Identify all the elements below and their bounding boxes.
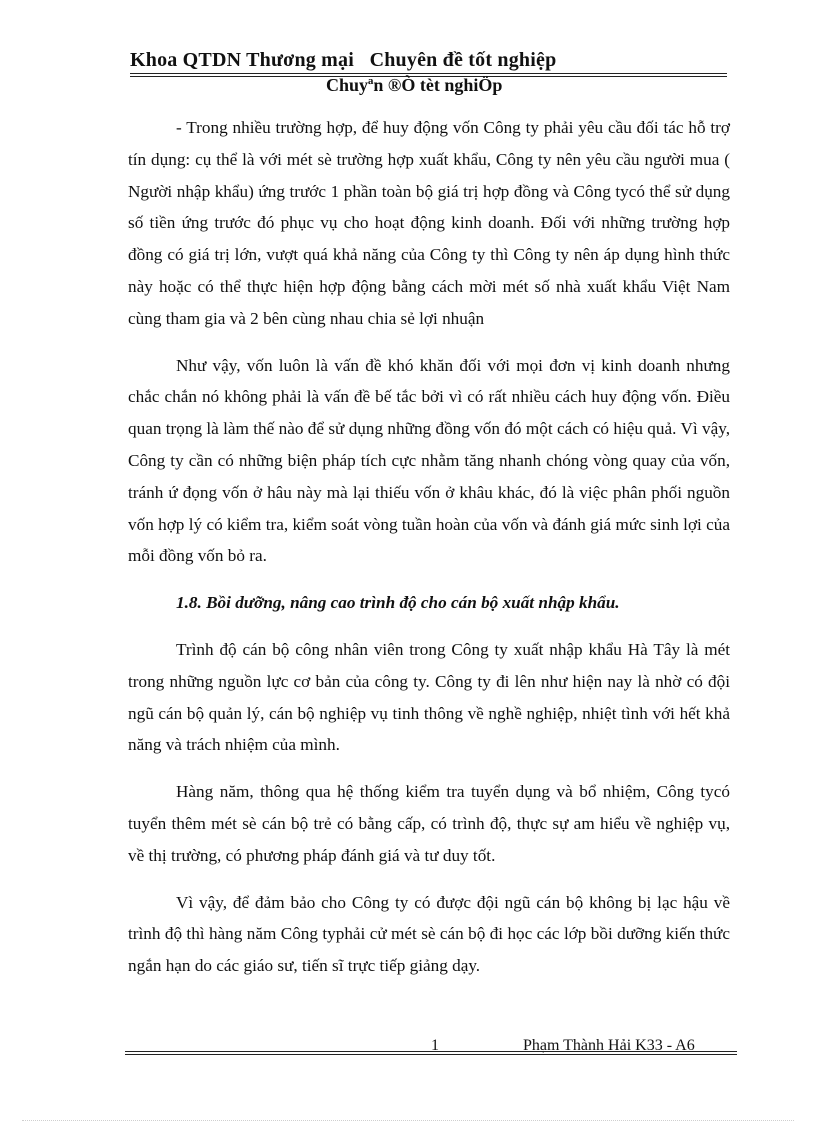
footer-author: Phạm Thành Hải K33 - A6 — [523, 1037, 695, 1054]
paragraph: - Trong nhiều trường hợp, để huy động vốn Công ty phải yêu cầu đối tác hỗ trợ tín dụng: cụ thể là với mét sè trường hợp xuất khẩu, Công ty nên yêu cầu người mua ( Người nhập khẩu) ứng trước 1 phần toàn bộ giá trị hợp đồng và Công tycó thể sử dụng số tiền ứng trước đó phục vụ cho hoạt động kinh doanh. Đối với những trường hợp đồng có giá trị lớn, vượt quá khả năng của Công ty thì Công ty nên áp dụng hình thức này hoặc có thể thực hiện hợp động bằng cách mời mét số nhà xuất khẩu Việt Nam cùng tham gia và 2 bên cùng nhau chia sẻ lợi nhuận — [128, 118, 730, 328]
section-heading: 1.8. Bồi dưỡng, nâng cao trình độ cho cán bộ xuất nhập khẩu. — [176, 593, 620, 613]
page-number: 1 — [431, 1037, 439, 1054]
paragraph: Như vậy, vốn luôn là vấn đề khó khăn đối với mọi đơn vị kinh doanh nhưng chắc chắn nó không phải là vấn đề bế tắc bởi vì có rất nhiều cách huy động vốn. Điều quan trọng là làm thế nào để sử dụng những đồng vốn đó một cách có hiệu quả. Vì vậy, Công ty cần có những biện pháp tích cực nhằm tăng nhanh chóng vòng quay của vốn, tránh ứ đọng vốn ở hâu này mà lại thiếu vốn ở khâu khác, đó là việc phân phối nguồn vốn hợp lý có kiểm tra, kiểm soát vòng tuần hoàn của vốn và đánh giá mức sinh lợi của mỗi đồng vốn bỏ ra. — [128, 355, 730, 566]
page-edge — [22, 1120, 794, 1121]
footer-rule-top — [125, 1051, 737, 1052]
header-rule-top — [130, 73, 727, 74]
running-header: Khoa QTDN Thương mại Chuyên đề tốt nghiệp — [130, 49, 557, 71]
footer-rule-bottom — [125, 1054, 737, 1055]
paragraph: Vì vậy, để đảm bảo cho Công ty có được đội ngũ cán bộ không bị lạc hậu về trình độ thì hàng năm Công typhải cử mét sè cán bộ đi học các lớp bồi dưỡng kiến thức ngắn hạn do các giáo sư, tiến sĩ trực tiếp giảng dạy. — [128, 892, 730, 976]
paragraph: Hàng năm, thông qua hệ thống kiểm tra tuyển dụng và bổ nhiệm, Công tycó tuyển thêm mét sè cán bộ trẻ có bằng cấp, có trình độ, thực sự am hiểu về nghiệp vụ, về thị trường, có phương pháp đánh giá và tư duy tốt. — [128, 782, 730, 865]
running-subheader: Chuyªn ®Ò tèt nghiÖp — [326, 75, 503, 95]
document-body — [128, 112, 730, 997]
paragraph: Trình độ cán bộ công nhân viên trong Công ty xuất nhập khẩu Hà Tây là mét trong những nguồn lực cơ bản của công ty. Công ty đi lên như hiện nay là nhờ có đội ngũ cán bộ quản lý, cán bộ nghiệp vụ tinh thông về nghề nghiệp, nhiệt tình với hết khả năng và trách nhiệm của mình. — [128, 639, 730, 755]
